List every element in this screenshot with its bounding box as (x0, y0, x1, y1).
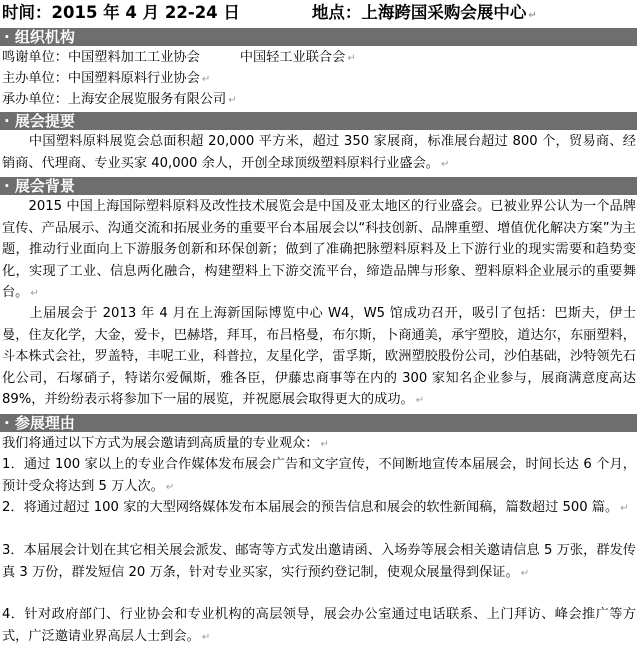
section-heading-organization: · 组织机构 (0, 28, 637, 46)
paragraph-mark-icon: ↵ (528, 10, 537, 21)
background-text-2: 上届展会于 2013 年 4 月在上海新国际博览中心 W4，W5 馆成功召开，吸引了包括：巴斯夫，伊士曼，住友化学，大金，爱卡，巴赫塔，拜耳，布吕格曼，布尔斯，卜商通美，承宇塑胶，道达尔，东丽塑料，斗本株式会社，罗盖特，丰呢工业，科普拉，友星化学，雷孚斯，欧洲塑胶股份公司，沙伯基础，沙特领先石化公司，石塚硝子，特诺尔爱佩斯，雅各臣，伊藤忠商事等在内的 300 家知名企业参与，展商满意度高达 89%，并纷纷表示将参加下一届的展览，并祝愿展会取得更大的成功。 (2, 306, 636, 407)
thanks-unit-1: 中国塑料加工工业协会 (67, 50, 200, 65)
section-heading-background: · 展会背景 (0, 177, 637, 195)
paragraph-mark-icon: ↵ (347, 53, 356, 64)
reasons-intro-text: 我们将通过以下方式为展会邀请到高质量的专业观众： (2, 436, 319, 451)
reason-item-1 (2, 454, 636, 498)
paragraph-mark-icon: ↵ (440, 158, 450, 170)
reason-text: 2．将通过超过 100 家的大型网络媒体发布本届展会的预告信息和展会的软性新闻稿，篇数超过 500 篇。 (2, 500, 619, 515)
overview-paragraph (2, 131, 636, 175)
paragraph-mark-icon: ↵ (620, 503, 629, 514)
host-unit-row (2, 69, 637, 90)
background-paragraph-1 (2, 196, 636, 305)
organizer-unit-row (2, 90, 637, 111)
section-heading-overview: · 展会提要 (0, 112, 637, 130)
paragraph-mark-icon: ↵ (30, 288, 39, 299)
event-header (2, 2, 537, 27)
paragraph-mark-icon: ↵ (228, 95, 237, 106)
reasons-intro (2, 433, 636, 456)
background-text-1: 2015 中国上海国际塑料原料及改性技术展览会是中国及亚太地区的行业盛会。已被业界公认为一个品牌宣传、产品展示、沟通交流和拓展业务的重要平台本届展会以“科技创新、品牌重塑、增值优化解决方案”为主题，推动行业面向上下游服务创新和环保创新；做到了准确把脉塑料原料及上下游行业的现实需要和趋势变化，实现了工业、信息两化融合，构建塑料上下游交流平台，缔造品牌与形象、塑料原料企业展示的重要舞台。 (2, 199, 636, 300)
event-location: 地点：上海跨国采购会展中心 (311, 3, 527, 22)
reason-text: 1．通过 100 家以上的专业合作媒体发布展会广告和文字宣传，不间断地宣传本届展会，时间长达 6 个月，预计受众将达到 5 万人次。 (2, 457, 636, 494)
reason-text: 3．本届展会计划在其它相关展会派发、邮寄等方式发出邀请函、入场券等展会相关邀请信息 5 万张，群发传真 3 万份，群发短信 20 万条，针对专业买家，实行预约登记制，使观众展量得到保证。 (2, 543, 636, 580)
thanks-unit-2: 中国轻工业联合会 (239, 50, 346, 65)
thanks-label: 鸣谢单位： (2, 50, 68, 65)
paragraph-mark-icon: ↵ (320, 439, 329, 450)
background-paragraph-2 (2, 303, 636, 412)
paragraph-mark-icon: ↵ (201, 631, 211, 643)
overview-text: 中国塑料原料展览会总面积超 20,000 平方米，超过 350 家展商，标准展台超过 800 个，贸易商、经销商、代理商、专业买家 40,000 余人，开创全球顶级塑料原料行业盛会。 (2, 134, 636, 171)
reason-item-2 (2, 497, 636, 520)
paragraph-mark-icon: ↵ (165, 481, 175, 493)
event-time: 时间：2015 年 4 月 22-24 日 (2, 3, 240, 22)
reason-item-3 (2, 540, 636, 584)
section-heading-reasons: · 参展理由 (0, 414, 637, 432)
reason-text: 4．针对政府部门、行业协会和专业机构的高层领导，展会办公室通过电话联系、上门拜访、峰会推广等方式，广泛邀请业界高层人士到会。 (2, 607, 636, 644)
host-unit: 主办单位：中国塑料原料行业协会 (2, 71, 200, 86)
paragraph-mark-icon: ↵ (201, 74, 211, 85)
thanks-units-row (2, 48, 637, 69)
organizer-unit: 承办单位：上海安企展览服务有限公司 (2, 92, 227, 107)
paragraph-mark-icon: ↵ (520, 567, 530, 579)
reason-item-4 (2, 604, 636, 648)
paragraph-mark-icon: ↵ (415, 395, 425, 406)
